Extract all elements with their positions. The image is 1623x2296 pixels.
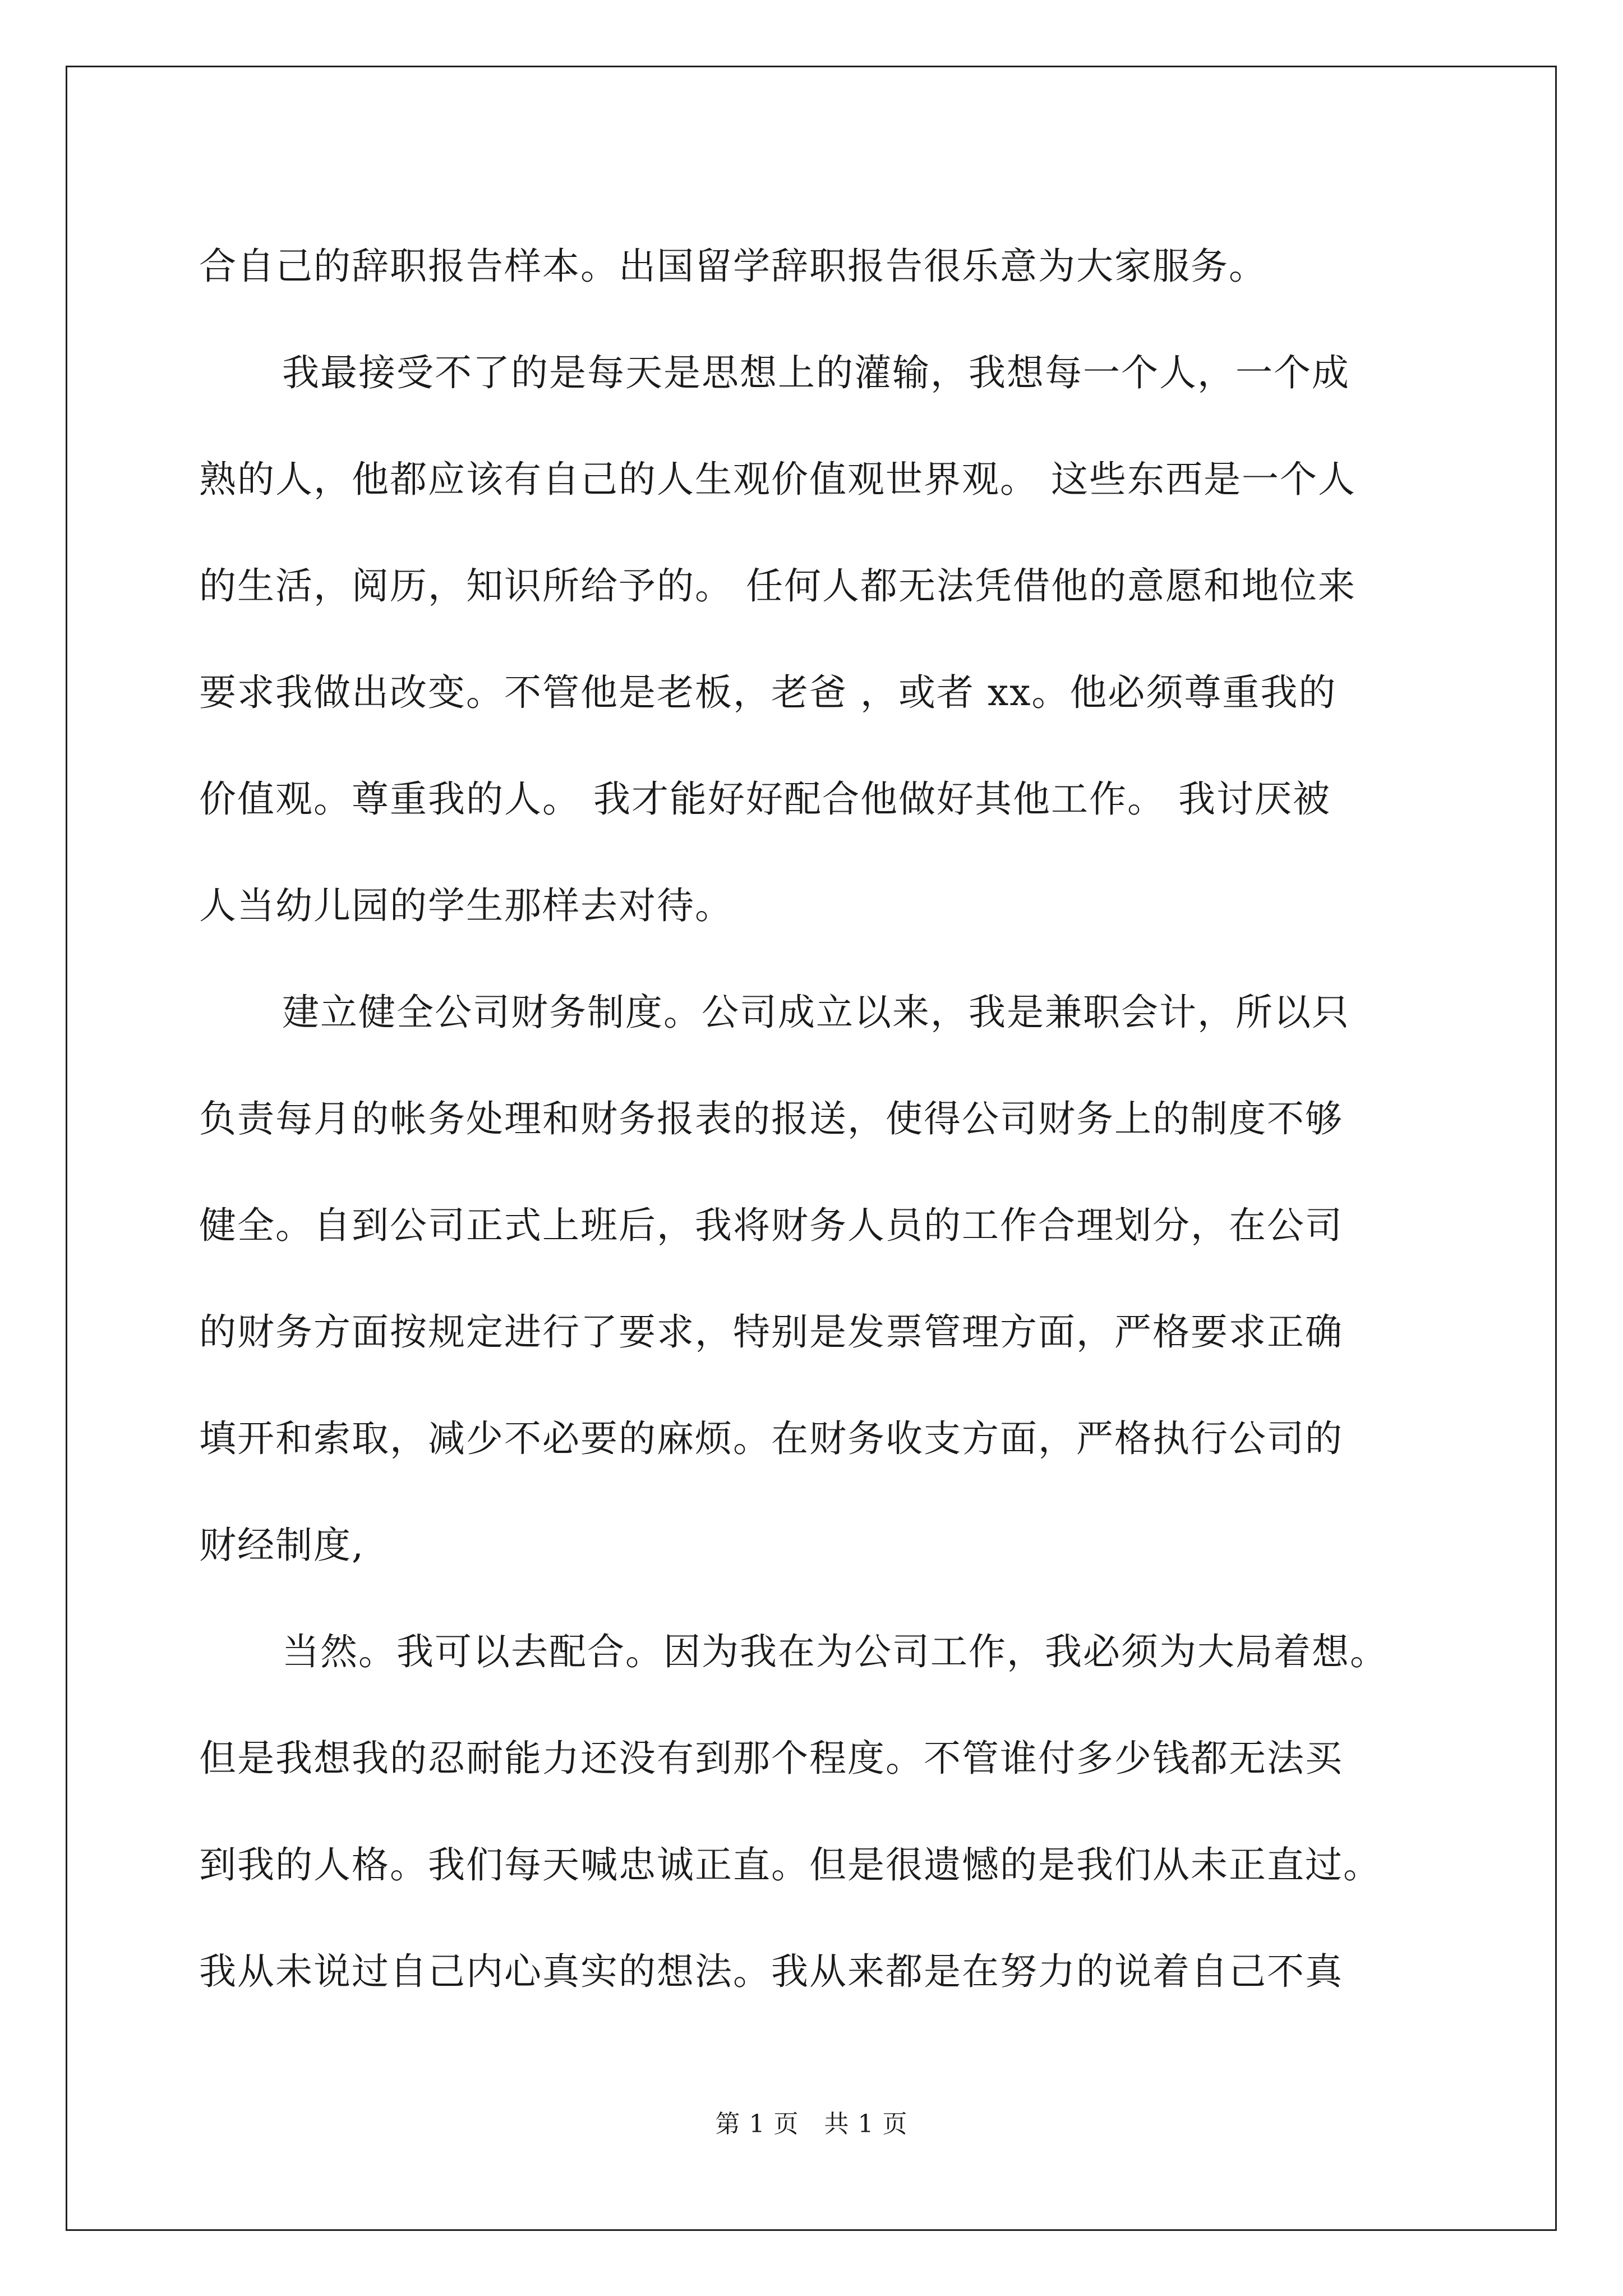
text-line: 到我的人格。我们每天喊忠诚正直。但是很遗憾的是我们从未正直过。 — [199, 1843, 1381, 1887]
text-line: 的生活，阅历，知识所给予的。 任何人都无法凭借他的意愿和地位来 — [199, 564, 1356, 608]
text-line: 价值观。尊重我的人。 我才能好好配合他做好其他工作。 我讨厌被 — [199, 777, 1331, 821]
text-line: 熟的人，他都应该有自己的人生观价值观世界观。 这些东西是一个人 — [199, 458, 1356, 501]
paragraph-first-line: 建立健全公司财务制度。公司成立以来，我是兼职会计，所以只 — [282, 991, 1350, 1034]
text-line: 的财务方面按规定进行了要求，特别是发票管理方面，严格要求正确 — [199, 1310, 1343, 1354]
paragraph-first-line: 我最接受不了的是每天是思想上的灌输，我想每一个人，一个成 — [282, 351, 1350, 394]
text-line: 合自己的辞职报告样本。出国留学辞职报告很乐意为大家服务。 — [199, 245, 1267, 288]
text-line: 填开和索取，减少不必要的麻烦。在财务收支方面，严格执行公司的 — [199, 1417, 1343, 1460]
text-line: 健全。自到公司正式上班后，我将财务人员的工作合理划分，在公司 — [199, 1204, 1343, 1247]
page-number-footer: 第 1 页 共 1 页 — [715, 2110, 908, 2138]
text-line: 财经制度, — [199, 1524, 365, 1567]
paragraph-first-line: 当然。我可以去配合。因为我在为公司工作，我必须为大局着想。 — [282, 1630, 1388, 1673]
text-line: 我从未说过自己内心真实的想法。我从来都是在努力的说着自己不真 — [199, 1950, 1343, 1993]
text-line: 要求我做出改变。不管他是老板，老爸 ，或者 xx。他必须尊重我的 — [199, 671, 1337, 714]
text-line: 但是我想我的忍耐能力还没有到那个程度。不管谁付多少钱都无法买 — [199, 1737, 1343, 1780]
text-line: 人当幼儿园的学生那样去对待。 — [199, 884, 733, 927]
document-body — [199, 213, 1433, 2025]
text-line: 负责每月的帐务处理和财务报表的报送，使得公司财务上的制度不够 — [199, 1097, 1343, 1140]
